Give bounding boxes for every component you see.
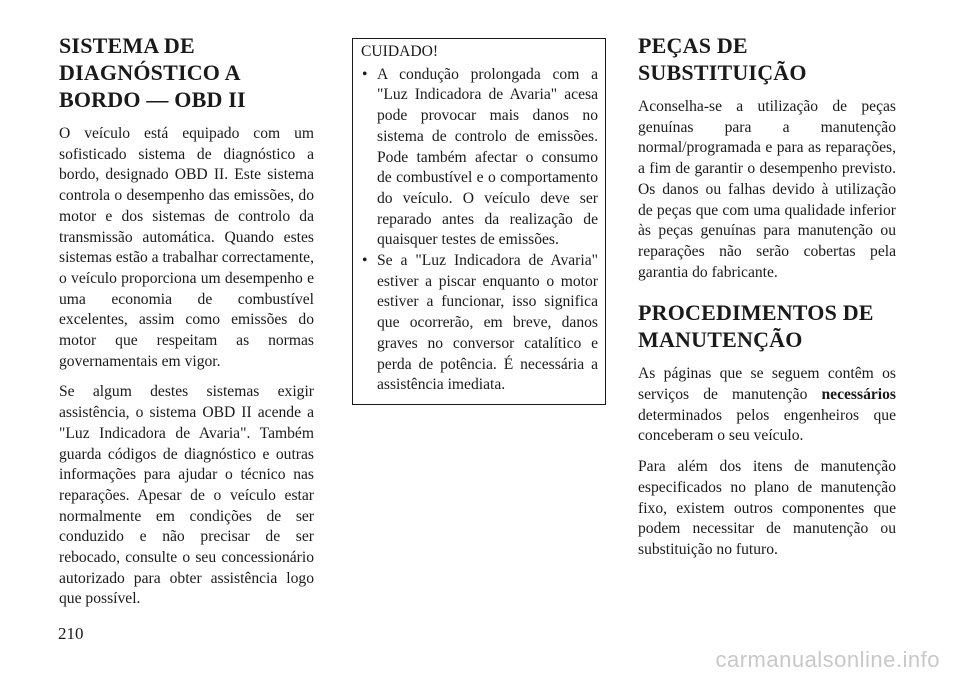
column-right bbox=[638, 32, 896, 571]
section-heading-obd: SISTEMA DE DIAGNÓSTICO A BORDO — OBD II bbox=[59, 33, 246, 112]
caution-item bbox=[361, 251, 598, 396]
text-segment: As páginas que se seguem contêm os serviços de manutenção bbox=[638, 365, 896, 404]
section-heading-parts: PEÇAS DE SUBSTITUIÇÃO bbox=[638, 33, 807, 85]
text-segment: determinados pelos engenheiros que conceberam o seu veículo. bbox=[638, 406, 896, 445]
section-heading-maintenance: PROCEDIMENTOS DE MANUTENÇÃO bbox=[638, 300, 874, 353]
caution-item bbox=[361, 65, 598, 251]
paragraph-maintenance-services bbox=[638, 364, 896, 447]
caution-box bbox=[352, 38, 606, 405]
paragraph-other-components: Para além dos itens de manutenção especificados no plano de manutenção fixo, existem outros componentes que podem necessitar de manutenção ou substituição no futuro. bbox=[638, 458, 896, 558]
column-left bbox=[59, 32, 314, 620]
page-number: 210 bbox=[58, 624, 84, 643]
emphasis-text: necessários bbox=[821, 386, 896, 404]
paragraph-parts: Aconselha-se a utilização de peças genuínas para a manutenção normal/programada e para as reparações, a fim de garantir o desempenho previsto. Os danos ou falhas devido à utilização de peças que com uma qualidade inferior às peças genuínas para manutenção ou reparações não serão cobertas pela garantia do fabricante. bbox=[638, 98, 896, 281]
caution-item-text: A condução prolongada com a "Luz Indicadora de Avaria" acesa pode provocar mais danos no sistema de controlo de emissões. Pode também afectar o consumo de combustível e o comportamento do veículo. O veículo deve ser reparado antes da realização de quaisquer testes de emissões. bbox=[377, 65, 598, 249]
paragraph-obd-intro: O veículo está equipado com um sofisticado sistema de diagnóstico a bordo, designado OBD II. Este sistema controla o desempenho das emissões, do motor e dos sistemas de controlo da transmissão automática. Quando estes sistemas estão a trabalhar correctamente, o veículo proporciona um desempenho e uma economia de combustível excelentes, assim como emissões do motor que respeitam as normas governamentais em vigor. bbox=[59, 125, 315, 370]
watermark: carmanualsonline.info bbox=[715, 647, 940, 672]
bullet-icon: • bbox=[362, 65, 368, 83]
bullet-icon: • bbox=[362, 252, 368, 270]
paragraph-obd-assistance: Se algum destes sistemas exigir assistência, o sistema OBD II acende a "Luz Indicadora de Avaria". Também guarda códigos de diagnóstico e outras informações para ajudar o técnico nas reparações. Apesar de o veículo estar normalmente em condições de ser conduzido e não precisar de ser rebocado, consulte o seu concessionário autorizado para obter assistência logo que possível. bbox=[59, 383, 314, 608]
caution-title: CUIDADO! bbox=[361, 43, 439, 60]
caution-list bbox=[361, 65, 598, 396]
caution-item-text: Se a "Luz Indicadora de Avaria" estiver a piscar enquanto o motor estiver a funcionar, isso significa que ocorrerão, em breve, danos graves no conversor catalítico e perda de potência. É necessária a assistência imediata. bbox=[377, 252, 598, 394]
column-middle bbox=[352, 38, 606, 405]
